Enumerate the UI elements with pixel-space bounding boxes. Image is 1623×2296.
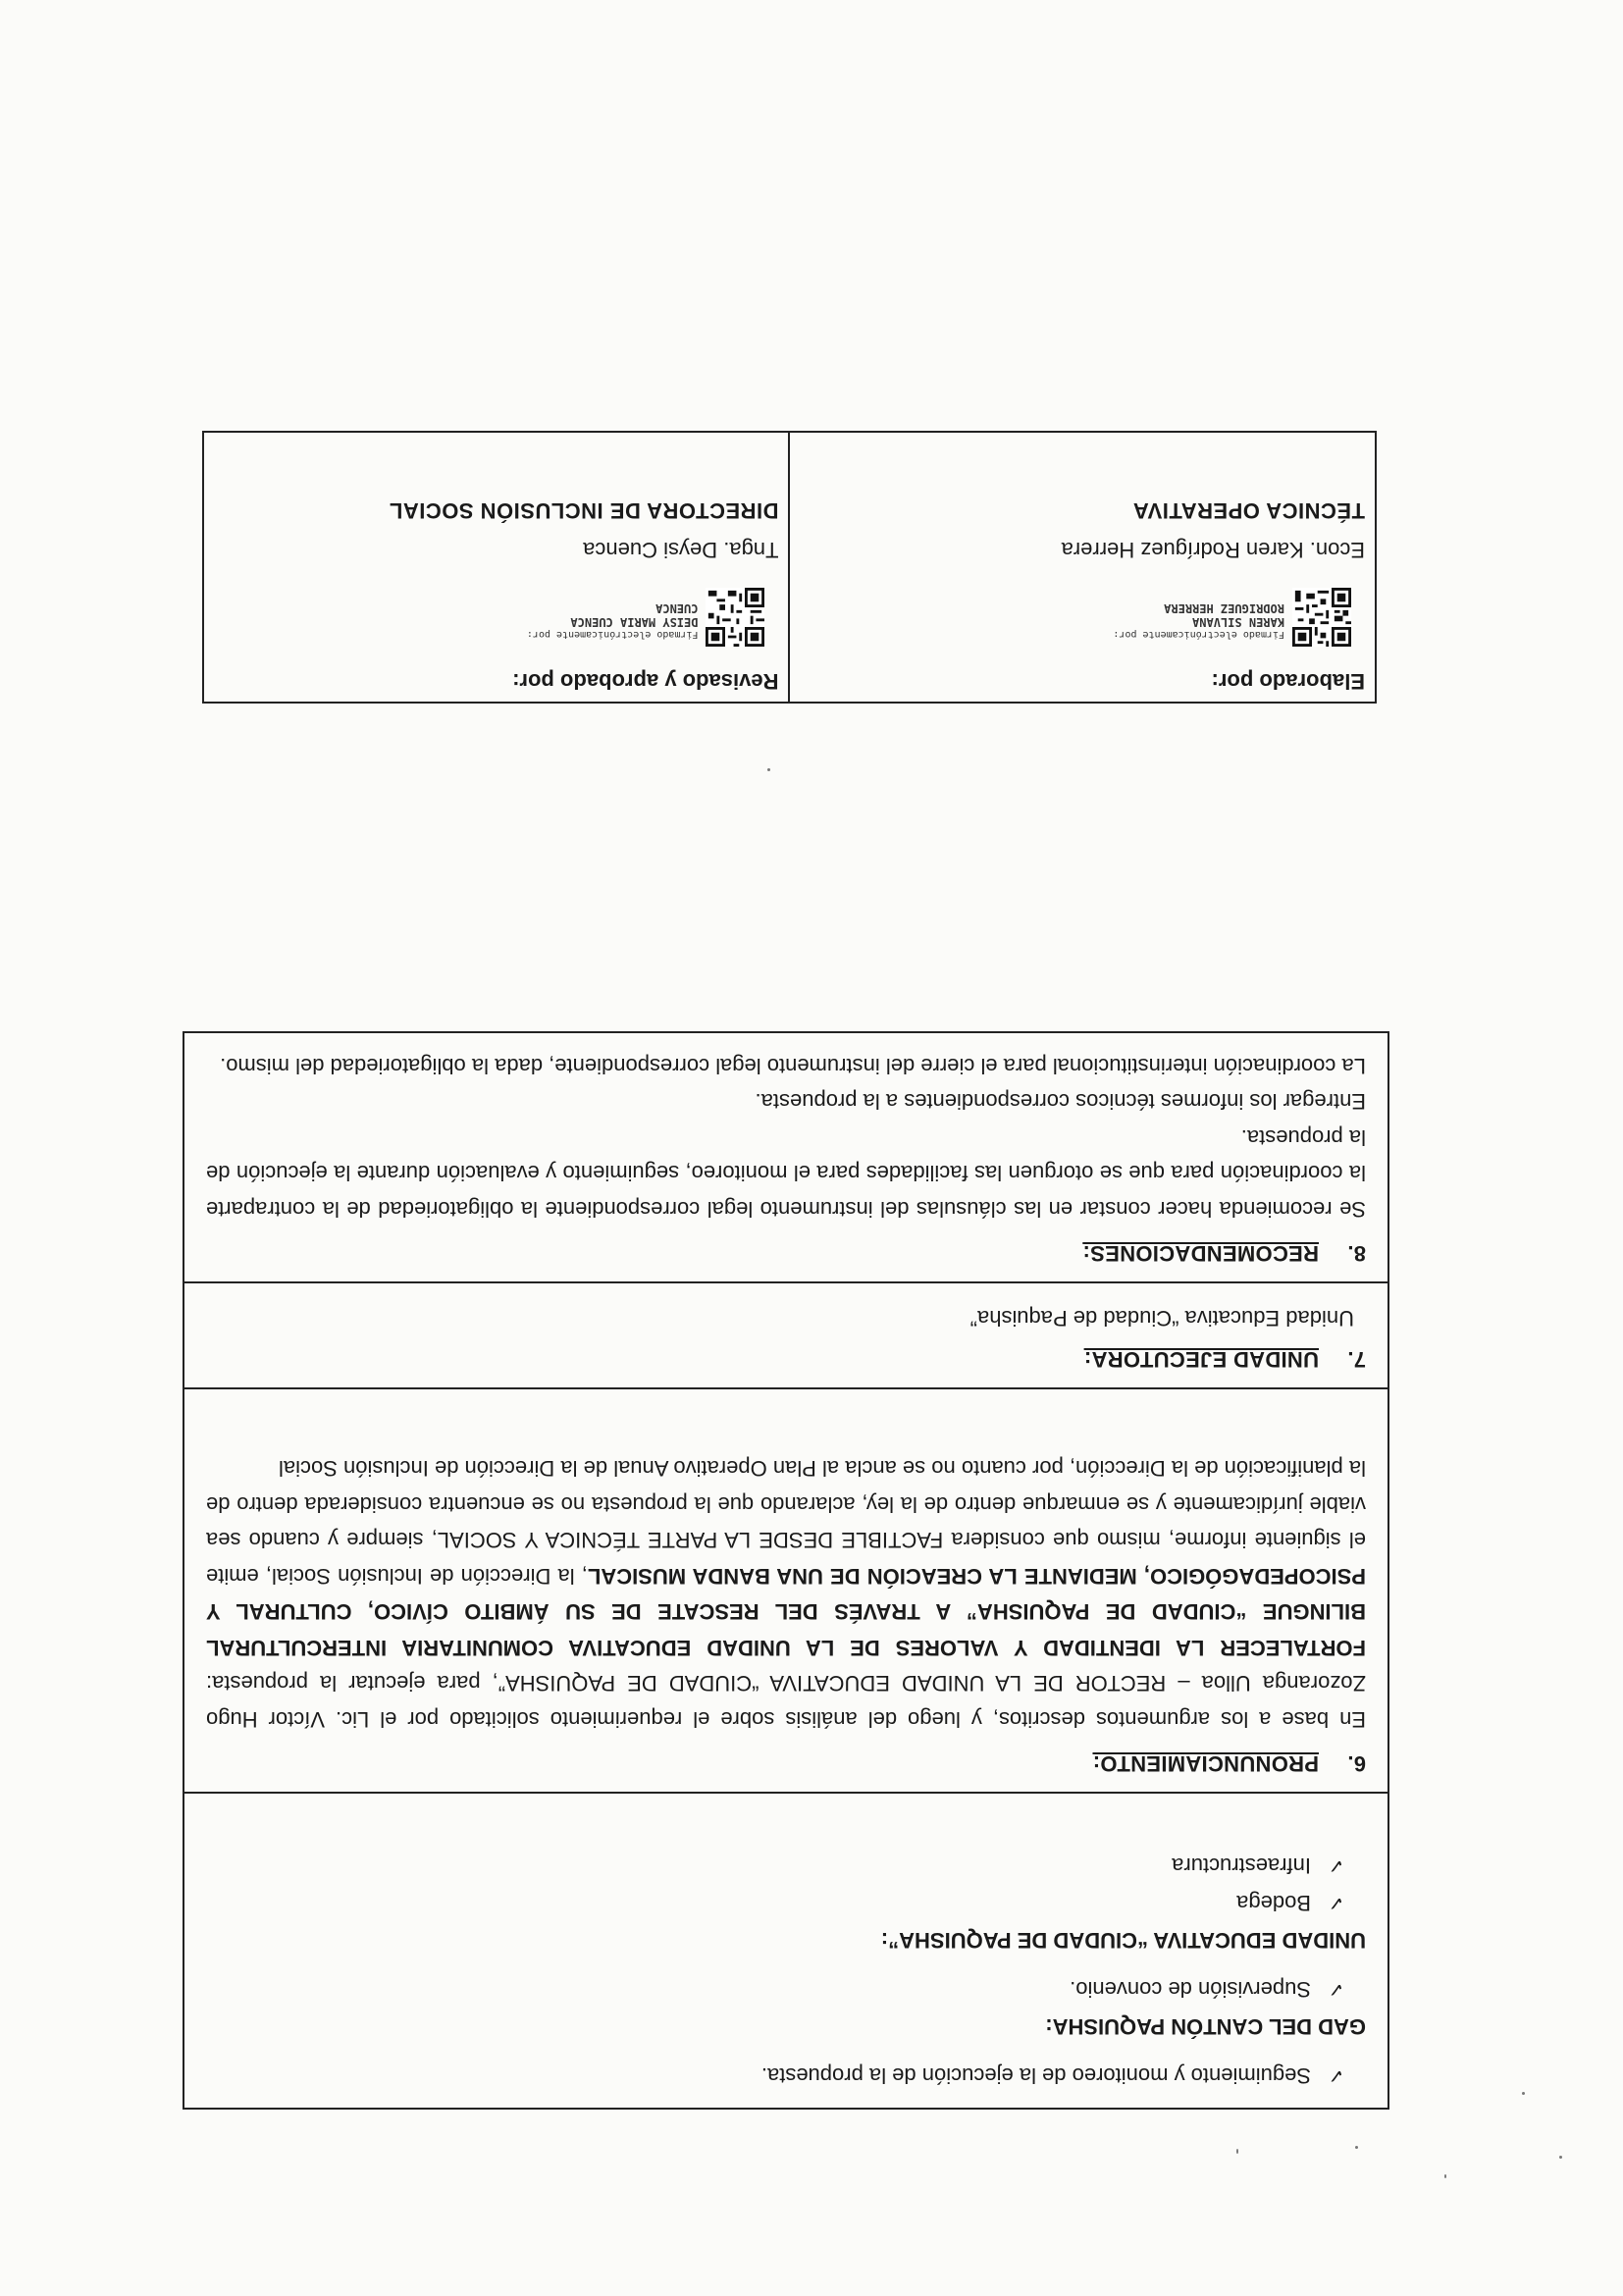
signer-name: Econ. Karen Rodríguez Herrera bbox=[1061, 538, 1365, 562]
section-heading: 6.PRONUNCIAMIENTO: bbox=[1092, 1751, 1366, 1776]
check-icon: ✓ bbox=[1328, 1854, 1344, 1876]
section-6 bbox=[184, 1387, 1387, 1792]
scan-speck bbox=[767, 768, 770, 771]
section-heading: 7.UNIDAD EJECUTORA: bbox=[1083, 1347, 1366, 1372]
signer-role: TÉCNICA OPERATIVA bbox=[1132, 498, 1365, 523]
list-item: ✓ Seguimiento y monitoreo de la ejecución de la propuesta. bbox=[206, 2061, 1344, 2090]
unidad-ejecutora-text: Unidad Educativa “Ciudad de Paquisha” bbox=[969, 1306, 1354, 1331]
signature-table bbox=[202, 431, 1377, 704]
scan-speck bbox=[1236, 2149, 1238, 2154]
scan-speck bbox=[1355, 2146, 1358, 2149]
scan-speck bbox=[1444, 2174, 1446, 2178]
signature-heading: Elaborado por: bbox=[1211, 669, 1365, 694]
check-icon: ✓ bbox=[1328, 1978, 1344, 2000]
signature-heading: Revisado y aprobado por: bbox=[512, 669, 779, 694]
recommendation-paragraph: Se recomienda hacer constar en las cláusulas del instrumento legal correspondiente la obligatoriedad de la contraparte la coordinación para que se otorguen las facilidades para el monitoreo, seguimiento y evaluación durante la ejecución de la propuesta. bbox=[206, 1125, 1366, 1222]
signature-elaborado bbox=[789, 433, 1376, 702]
signature-revisado bbox=[204, 433, 789, 702]
qr-code-icon bbox=[1292, 588, 1351, 647]
electronic-signature-stamp: Firmado electrónicamente por: KAREN SILVANA RODRIGUEZ HERRERA bbox=[1113, 601, 1284, 640]
check-icon: ✓ bbox=[1328, 1892, 1344, 1913]
report-table bbox=[183, 1032, 1389, 2111]
list-item: ✓ Infraestructura bbox=[206, 1851, 1344, 1880]
qr-code-icon bbox=[707, 588, 765, 647]
section-heading: 8.RECOMENDACIONES: bbox=[1082, 1241, 1366, 1266]
pronunciamiento-paragraph: En base a los argumentos descritos, y luego del análisis sobre el requerimiento solicitado por el Lic. Víctor Hugo Zozoranga Ulloa – RECTOR DE LA UNIDAD EDUCATIVA “CIUDAD DE PAQUISHA”, para ejecutar la propuesta: FORTALECER LA IDENTIDAD Y VALORES DE LA UNIDAD EDUCATIVA COMUNITARIA INTERCULTURAL BILINGUE “CIUDAD DE PAQUISHA” A TRAVÉS DEL RESCATE DE SU ÁMBITO CÍVICO, CULTURAL Y PSICOPEDAGÓGICO, MEDIANTE LA CREACIÓN DE UNA BANDA MUSICAL, la Dirección de Inclusión Social, emite el siguiente informe, mismo que considera FACTIBLE DESDE LA PARTE TÉCNICA Y SOCIAL, siempre y cuando sea viable jurídicamente y se enmarque dentro de la ley, aclarando que la propuesta no se encuentra considerada dentro de la planificación de la Dirección, por cuanto no se ancla al Plan Operativo Anual de la Dirección de Inclusión Social bbox=[205, 1456, 1366, 1732]
check-icon: ✓ bbox=[1328, 2064, 1344, 2086]
unidad-heading: UNIDAD EDUCATIVA “CIUDAD DE PAQUISHA”: bbox=[880, 1928, 1366, 1953]
recommendation-paragraph: La coordinación interinstitucional para el cierre del instrumento legal correspondiente, dada la obligatoriedad del mismo. bbox=[220, 1054, 1366, 1078]
list-item: ✓ Supervisión de convenio. bbox=[206, 1974, 1344, 2004]
section-8 bbox=[184, 1034, 1387, 1282]
signer-role: DIRECTORA DE INCLUSIÓN SOCIAL bbox=[389, 498, 779, 523]
follow-up-row bbox=[184, 1792, 1387, 2108]
recommendation-paragraph: Entregar los informes técnicos correspondientes a la propuesta. bbox=[755, 1089, 1366, 1115]
scan-speck bbox=[1559, 2156, 1562, 2159]
scan-speck bbox=[1522, 2092, 1525, 2095]
list-item: ✓ Bodega bbox=[206, 1888, 1344, 1917]
section-7 bbox=[184, 1281, 1387, 1387]
electronic-signature-stamp: Firmado electrónicamente por: DEISY MARIA CUENCA CUENCA bbox=[526, 601, 699, 640]
signer-name: Tnga. Deysi Cuenca bbox=[583, 538, 779, 562]
gad-heading: GAD DEL CANTÓN PAQUISHA: bbox=[1045, 2014, 1366, 2039]
